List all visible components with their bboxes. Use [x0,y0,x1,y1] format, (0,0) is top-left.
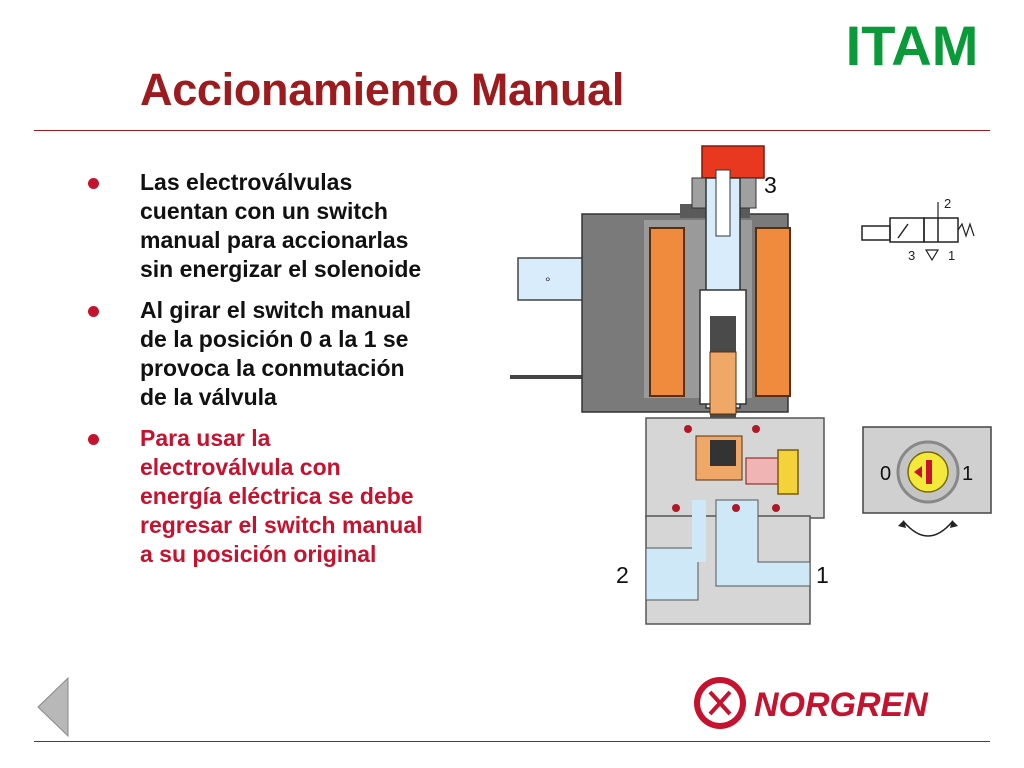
bullet-text: Las electroválvulas cuentan con un switch manual para accionarlas sin energizar el solenoide [140,169,422,282]
spring [710,352,736,414]
rotate-arrow-icon [896,516,960,546]
back-arrow-icon[interactable] [34,676,70,738]
stem [716,170,730,236]
seal-2 [732,504,740,512]
seal-3 [772,504,780,512]
bullet-dot [88,434,99,445]
coil-right [756,228,790,396]
slide-title: Accionamiento Manual [140,64,625,115]
valve-symbol [858,194,978,270]
port-2-passage [646,548,698,600]
footer-divider [34,741,990,742]
bullet-list [84,168,504,581]
switch-pos-0: 0 [880,463,892,485]
bullet-item [84,168,504,284]
solenoid-valve-diagram [500,140,840,630]
title-divider [34,130,990,131]
coil-left [650,228,684,396]
switch-pos-1: 1 [962,463,974,485]
symbol-port-1: 1 [948,248,956,263]
seal-4 [684,425,692,433]
manual-switch-detail [862,426,992,514]
connector-plate [518,258,584,300]
norgren-logo-text: NORGREN [754,686,928,724]
bullet-text: Al girar el switch manual de la posición 0 a la 1 se provoca la conmutación de la válvula [140,297,411,410]
itam-logo [826,20,998,70]
port-3-label: 3 [764,172,777,198]
seal-1 [672,504,680,512]
connector-mark: ° [545,274,551,290]
bullet-dot [88,178,99,189]
norgren-logo [692,672,992,734]
seal-5 [752,425,760,433]
bullet-dot [88,306,99,317]
seat-core [710,440,736,466]
bullet-item [84,424,504,569]
port-2-label: 2 [616,562,629,588]
manual-knob [702,146,764,178]
itam-logo-text: ITAM [845,20,979,70]
manual-switch-side [778,450,798,494]
bullet-text: Para usar la electroválvula con energía eléctrica se debe regresar el switch manual a su posición original [140,425,423,567]
bullet-item [84,296,504,412]
symbol-port-2: 2 [944,196,952,211]
symbol-port-3: 3 [908,248,916,263]
outlet-passage [692,500,706,562]
port-1-label: 1 [816,562,829,588]
manual-pin [746,458,782,484]
